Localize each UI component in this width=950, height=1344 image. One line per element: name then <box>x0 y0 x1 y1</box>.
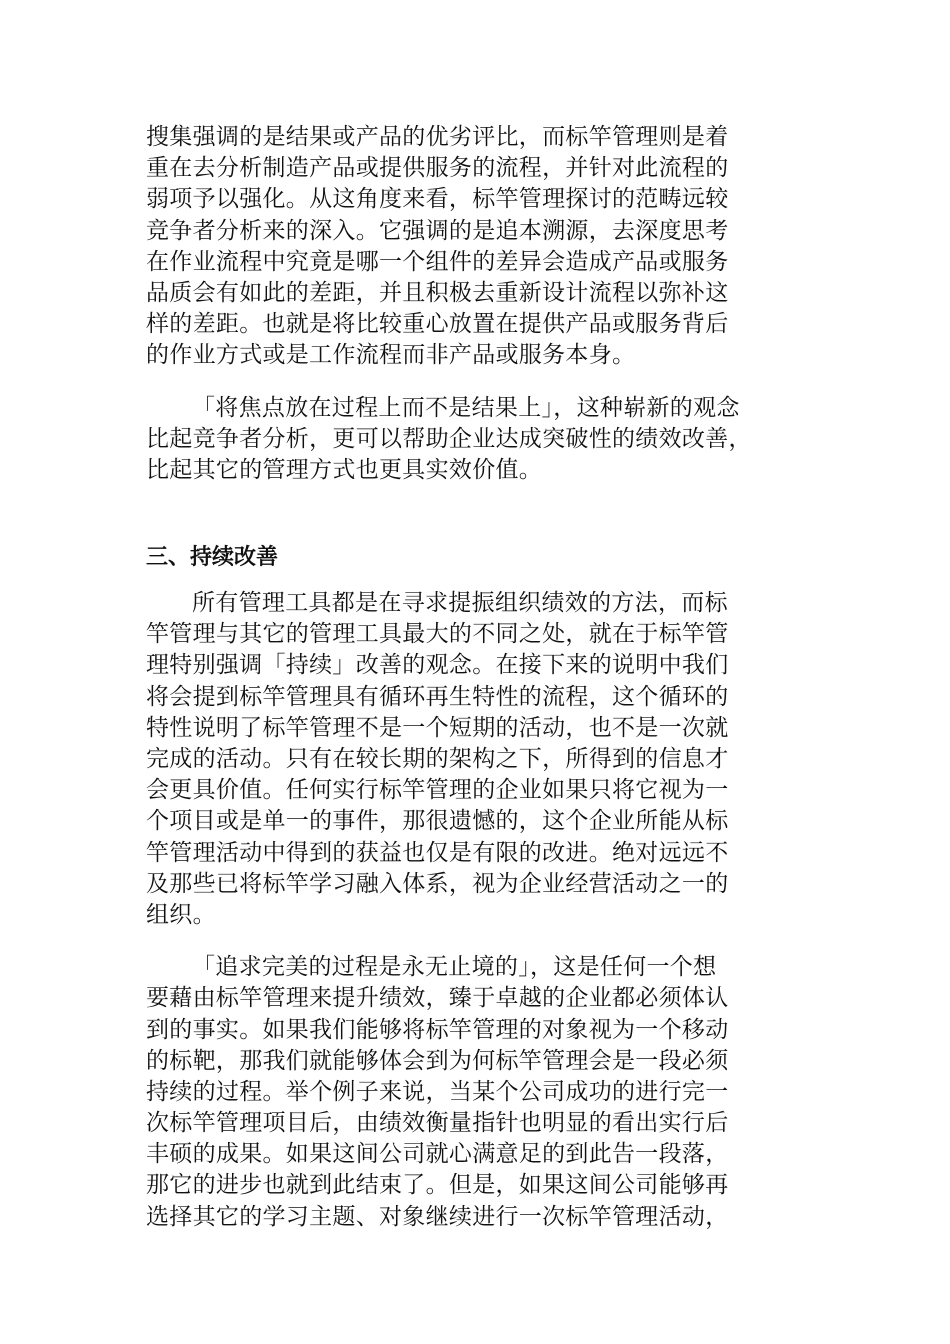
paragraph-line: 次标竿管理项目后，由绩效衡量指针也明显的看出实行后 <box>146 1110 729 1137</box>
paragraph-spacer <box>146 931 796 952</box>
paragraph-line: 所有管理工具都是在寻求提振组织绩效的方法，而标 <box>192 590 728 617</box>
paragraph-line: 竿管理活动中得到的获益也仅是有限的改进。绝对远远不 <box>146 839 729 866</box>
paragraph-line: 品质会有如此的差距，并且积极去重新设计流程以弥补这 <box>146 279 729 306</box>
paragraph-2 <box>146 393 796 487</box>
paragraph-line: 比起其它的管理方式也更具实效价值。 <box>146 456 543 483</box>
paragraph-4 <box>146 952 796 1233</box>
paragraph-line: 到的事实。如果我们能够将标竿管理的对象视为一个移动 <box>146 1016 729 1043</box>
paragraph-line: 特性说明了标竿管理不是一个短期的活动，也不是一次就 <box>146 714 729 741</box>
paragraph-line: 竿管理与其它的管理工具最大的不同之处，就在于标竿管 <box>146 621 729 648</box>
paragraph-line: 重在去分析制造产品或提供服务的流程，并针对此流程的 <box>146 155 729 182</box>
paragraph-line: 样的差距。也就是将比较重心放置在提供产品或服务背后 <box>146 311 729 338</box>
paragraph-spacer <box>146 372 796 393</box>
paragraph-line: 要藉由标竿管理来提升绩效，臻于卓越的企业都必须体认 <box>146 985 729 1012</box>
paragraph-line: 的作业方式或是工作流程而非产品或服务本身。 <box>146 342 636 369</box>
paragraph-line: 理特别强调「持续」改善的观念。在接下来的说明中我们 <box>146 652 729 679</box>
paragraph-line: 选择其它的学习主题、对象继续进行一次标竿管理活动， <box>146 1203 729 1230</box>
paragraph-line: 比起竞争者分析，更可以帮助企业达成突破性的绩效改善， <box>146 425 752 452</box>
paragraph-1 <box>146 122 796 372</box>
paragraph-line: 「将焦点放在过程上而不是结果上」，这种崭新的观念 <box>192 394 740 421</box>
paragraph-line: 完成的活动。只有在较长期的架构之下，所得到的信息才 <box>146 746 729 772</box>
paragraph-line: 「追求完美的过程是永无止境的」，这是任何一个想 <box>192 954 717 981</box>
paragraph-line: 竞争者分析来的深入。它强调的是追本溯源，去深度思考 <box>146 217 729 244</box>
paragraph-line: 将会提到标竿管理具有循环再生特性的流程，这个循环的 <box>146 683 729 710</box>
paragraph-line: 弱项予以强化。从这角度来看，标竿管理探讨的范畴远较 <box>146 186 729 213</box>
paragraph-line: 的标靶，那我们就能够体会到为何标竿管理会是一段必须 <box>146 1047 729 1074</box>
paragraph-line: 那它的进步也就到此结束了。但是，如果这间公司能够再 <box>146 1172 729 1199</box>
section-spacer <box>146 486 796 542</box>
paragraph-line: 在作业流程中究竟是哪一个组件的差异会造成产品或服务 <box>146 248 729 275</box>
paragraph-line: 及那些已将标竿学习融入体系，视为企业经营活动之一的 <box>146 870 729 897</box>
paragraph-line: 组织。 <box>146 901 216 928</box>
paragraph-line: 会更具价值。任何实行标竿管理的企业如果只将它视为一 <box>146 777 729 804</box>
paragraph-line: 搜集强调的是结果或产品的优劣评比，而标竿管理则是着 <box>146 124 729 150</box>
heading-spacer <box>146 573 796 588</box>
document-page <box>146 122 796 1233</box>
paragraph-line: 个项目或是单一的事件，那很遗憾的，这个企业所能从标 <box>146 808 729 835</box>
paragraph-line: 丰硕的成果。如果这间公司就心满意足的到此告一段落， <box>146 1141 729 1168</box>
paragraph-3 <box>146 588 796 931</box>
paragraph-line: 持续的过程。举个例子来说，当某个公司成功的进行完一 <box>146 1078 729 1105</box>
section-heading: 三、持续改善 <box>146 545 279 571</box>
